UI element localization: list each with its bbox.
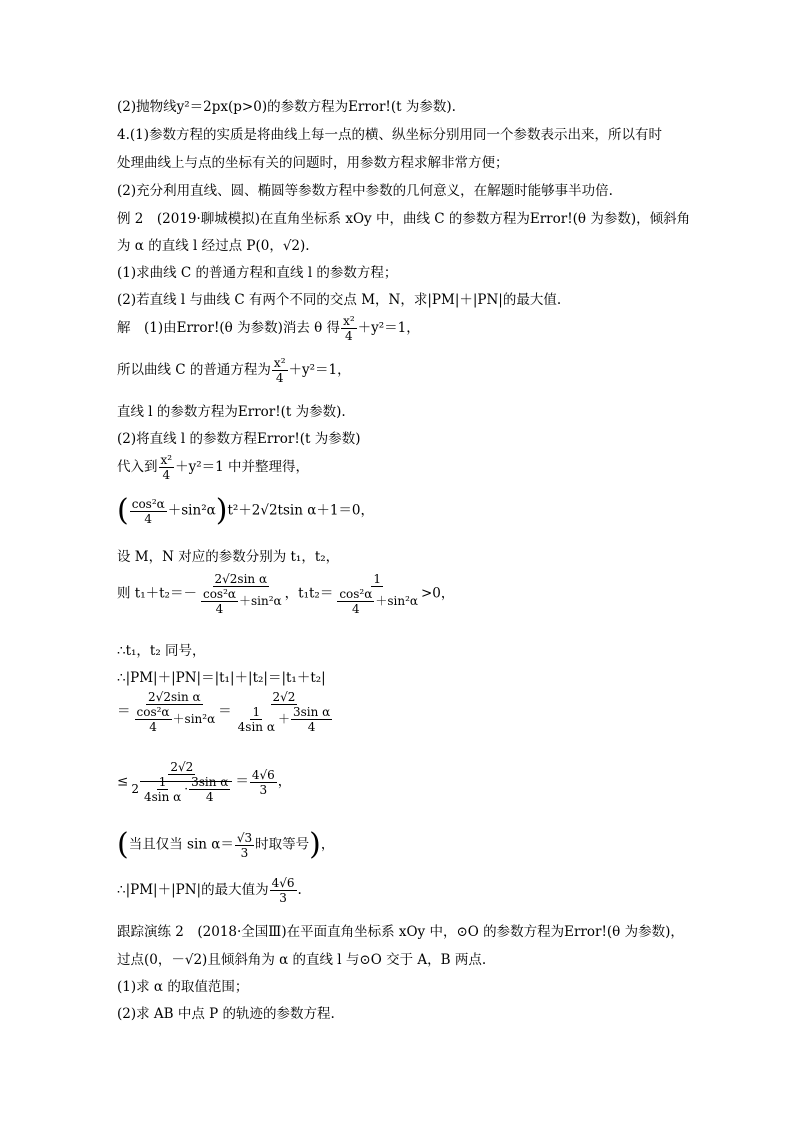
equation-line: (当且仅当 sin α＝ $\frac{√3}{3}$ 时取等号)， (117, 827, 335, 862)
fraction (337, 587, 374, 616)
fraction (341, 314, 357, 343)
fraction (189, 775, 230, 804)
text-span: ＝ (117, 703, 131, 720)
denominator: 4 (275, 371, 284, 385)
text-span: ＝ (235, 773, 249, 790)
question-2: (2)若直线 l 与曲线 C 有两个不同的交点 M，N，求|PM|＋|PN|的最大值. (117, 292, 562, 308)
radical (140, 775, 232, 804)
denominator: 4 (215, 602, 224, 616)
equation-line (117, 493, 375, 528)
fraction (233, 690, 336, 734)
text-span: ＋sin²α (172, 712, 216, 726)
text-line: (2)充分利用直线、圆、椭圆等参数方程中参数的几何意义，在解题时能够事半功倍. (117, 183, 613, 199)
denominator (129, 775, 234, 804)
question-2: (2)求 AB 中点 P 的轨迹的参数方程. (117, 1006, 335, 1022)
equation-line (117, 572, 454, 616)
example-heading: 例 2 (2019·聊城模拟)在直角坐标系 xOy 中，曲线 C 的参数方程为Error!(θ 为参数)，倾斜角 (117, 211, 691, 227)
fraction (250, 768, 277, 797)
denominator: 3 (259, 782, 268, 797)
fraction (270, 876, 297, 905)
fraction (291, 705, 332, 734)
text-span: 代入到 (117, 459, 158, 475)
text-span: ＋y²＝1 中并整理得， (175, 459, 309, 475)
numerator: 1 (373, 572, 381, 586)
text-span: 所以曲线 C 的普通方程为 (117, 362, 271, 378)
left-paren: ( (117, 493, 129, 528)
text-span: ＋sin²α (167, 502, 216, 519)
denominator: 3 (279, 891, 287, 905)
solution-line-1 (117, 314, 420, 343)
text-line: 4.(1)参数方程的实质是将曲线上每一点的横、纵坐标分别用同一个参数表示出来，所以有时 (117, 127, 663, 143)
numerator: 3sin α (292, 705, 331, 719)
text-span: 当且仅当 sin α＝ (128, 836, 234, 853)
text-line: (2)将直线 l 的参数方程Error!(t 为参数) (117, 431, 361, 447)
numerator: √3 (236, 830, 253, 845)
text-span: ＋ (277, 712, 290, 726)
text-line: ∴t₁，t₂ 同号， (117, 643, 206, 659)
denominator (132, 705, 218, 734)
solution-line-2 (117, 356, 351, 385)
text-span: 2 (131, 782, 139, 796)
numerator: 1 (252, 705, 261, 719)
question-1: (1)求 α 的取值范围； (117, 979, 249, 995)
equation-line (117, 690, 336, 734)
text-span: t²＋2√2tsin α＋1＝0， (227, 502, 375, 519)
fraction (159, 453, 175, 482)
denominator: 4 (352, 602, 360, 616)
text-line: ∴|PM|＋|PN|＝|t₁|＋|t₂|＝|t₁＋t₂| (117, 670, 326, 686)
fraction (236, 705, 277, 734)
denominator (233, 705, 336, 734)
fraction (334, 572, 420, 616)
numerator: x² (343, 314, 355, 328)
numerator: x² (273, 356, 286, 370)
text-span: 时取等号 (255, 836, 310, 853)
text-span: ＋y²＝1， (357, 320, 420, 336)
text-line: (2)抛物线y²＝2px(p>0)的参数方程为Error!(t 为参数). (117, 99, 456, 115)
numerator: 4√6 (271, 876, 295, 890)
text-span: 则 t₁＋t₂＝－ (117, 585, 197, 602)
text-span: 解 (1)由Error!(θ 为参数)消去 θ 得 (117, 320, 341, 336)
right-paren: ) (309, 827, 321, 862)
denominator: 3 (240, 845, 249, 860)
denominator: 4 (149, 720, 157, 734)
denominator: 4 (162, 468, 171, 482)
fraction (198, 572, 284, 616)
right-paren: ) (215, 493, 228, 528)
numerator: cos²α (131, 496, 165, 511)
text-line: 处理曲线上与点的坐标有关的问题时，用参数方程求解非常方便； (117, 155, 509, 171)
denominator: 4 (307, 720, 316, 734)
equation-line (117, 876, 302, 905)
equation-line (117, 760, 291, 804)
numerator: 3sin α (191, 775, 229, 789)
denominator: 4sin α (237, 720, 275, 734)
text-line: 设 M，N 对应的参数分别为 t₁，t₂， (117, 549, 340, 565)
text-span: ≤ (117, 773, 129, 790)
text-span: · (184, 782, 189, 796)
text-line: 直线 l 的参数方程为Error!(t 为参数). (117, 404, 346, 420)
fraction (272, 356, 288, 385)
question-1: (1)求曲线 C 的普通方程和直线 l 的参数方程； (117, 265, 398, 281)
text-span: >0， (421, 585, 455, 602)
fraction (235, 831, 254, 860)
numerator: 1 (158, 775, 167, 789)
fraction (201, 587, 238, 616)
text-span: . (297, 882, 302, 898)
numerator: cos²α (339, 587, 373, 601)
numerator: 2√2 (272, 690, 296, 704)
denominator: 4 (205, 790, 214, 804)
denominator: 4 (144, 511, 153, 526)
text-span: ，t₁t₂＝ (284, 585, 334, 602)
text-span: ＋sin²α (239, 594, 282, 608)
left-paren: ( (117, 827, 129, 862)
numerator: x² (160, 453, 173, 467)
text-span: ， (277, 773, 292, 790)
text-span: ＝ (218, 703, 232, 720)
text-line: 为 α 的直线 l 经过点 P(0，√2). (117, 238, 310, 254)
numerator: cos²α (202, 587, 236, 601)
numerator: 2√2sin α (148, 690, 201, 704)
fraction (132, 690, 218, 734)
numerator: 2√2 (170, 760, 194, 774)
fraction (142, 775, 183, 804)
fraction (130, 497, 167, 526)
denominator (198, 587, 284, 616)
denominator: 4sin α (143, 790, 182, 804)
denominator (334, 587, 420, 616)
text-span: ∴|PM|＋|PN|的最大值为 (117, 882, 269, 898)
text-span: ＋sin²α (375, 594, 418, 608)
solution-line-3 (117, 453, 309, 482)
fraction (129, 760, 234, 804)
text-line: 过点(0，－√2)且倾斜角为 α 的直线 l 与⊙O 交于 A，B 两点. (117, 952, 487, 968)
text-span: ＋y²＝1， (288, 362, 351, 378)
numerator: 4√6 (251, 767, 275, 782)
fraction (135, 705, 172, 734)
practice-heading: 跟踪演练 2 (2018·全国Ⅲ)在平面直角坐标系 xOy 中，⊙O 的参数方程为Error!(θ 为参数)， (117, 924, 684, 940)
numerator: cos²α (136, 705, 170, 719)
numerator: 2√2sin α (214, 572, 268, 586)
denominator: 4 (345, 329, 353, 343)
